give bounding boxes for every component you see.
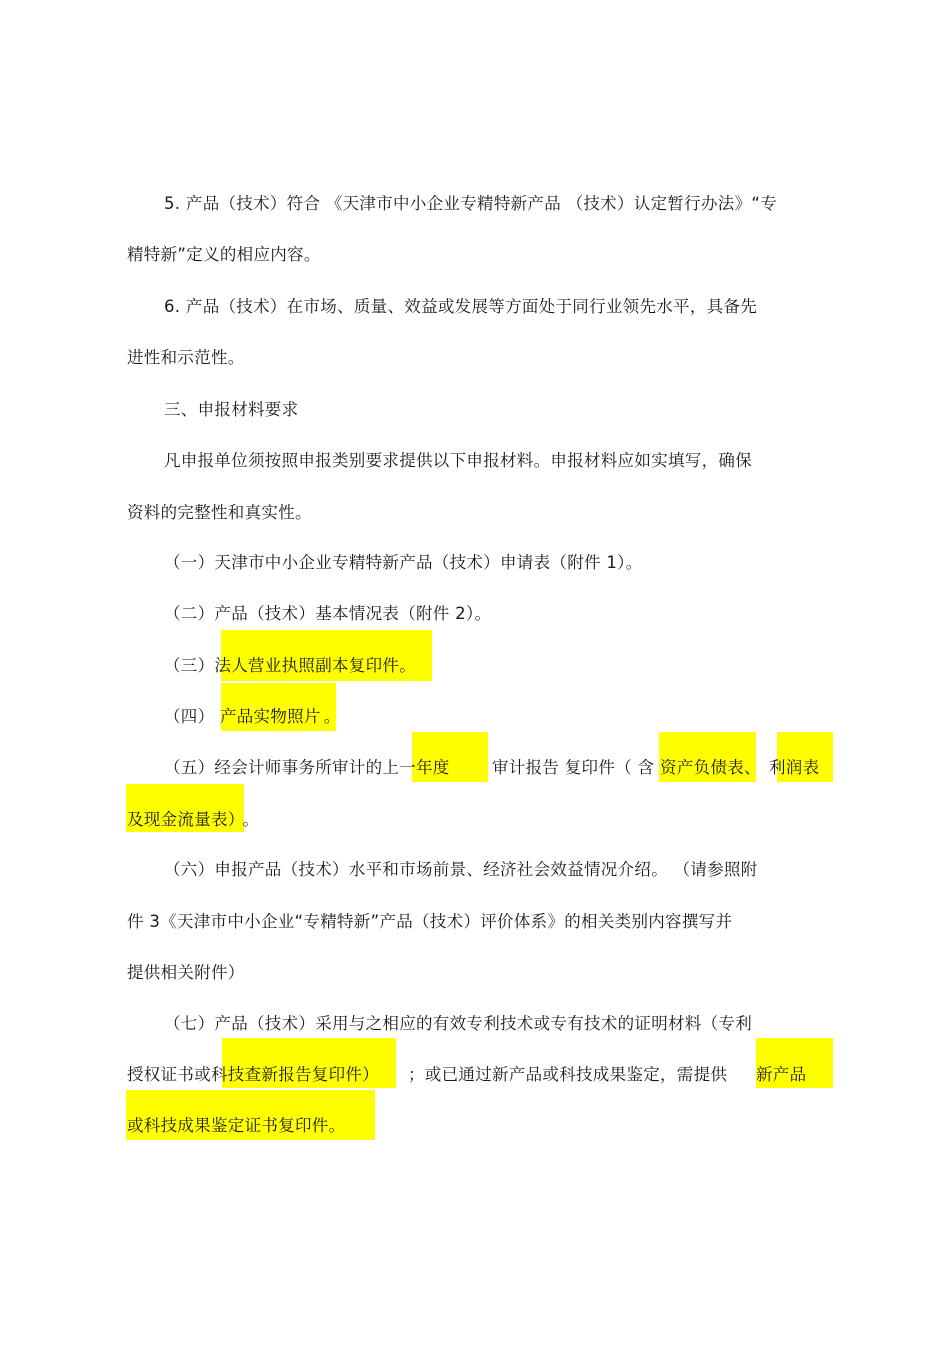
list-item: （一）天津市中小企业专精特新产品（技术）申请表（附件 1）。 [164,553,643,572]
highlighted-text: 科技查新报告复印件） [211,1065,379,1084]
list-item: （六）申报产品（技术）水平和市场前景、经济社会效益情况介绍。 （请参照附 [164,860,758,879]
highlighted-text: 及现金流量表） [127,810,237,829]
paragraph-line: 6. 产品（技术）在市场、质量、效益或发展等方面处于同行业领先水平，具备先 [164,297,758,316]
item-text: 授权证书或 [127,1065,211,1084]
highlighted-text: 资产负债表、 [660,758,761,777]
highlighted-text: 产品实物照片 [219,707,321,726]
item-suffix: 。 [323,707,341,726]
section-heading: 三、申报材料要求 [164,400,299,419]
item-prefix: （四） [164,707,215,726]
highlighted-text: 新产品 [756,1065,807,1084]
paragraph-line [127,1063,379,1087]
paragraph-line: 提供相关附件） [127,963,245,982]
paragraph-line: 进性和示范性。 [127,348,245,367]
item-text: （五）经会计师事务所审计的上 [164,758,400,777]
item-text: ；或已通过新产品或科技成果鉴定，需提供 [408,1065,728,1084]
highlighted-text: 或科技成果鉴定证书复印件。 [127,1116,346,1135]
highlighted-text: 利润表 [769,758,820,777]
highlighted-text: 法人营业执照副本复印件。 [214,656,417,675]
list-item [164,654,416,678]
paragraph-line: 件 3《天津市中小企业“专精特新”产品（技术）评价体系》的相关类别内容撰写并 [127,912,733,931]
item-suffix: 。 [242,810,260,829]
item-prefix: （三） [164,656,215,675]
paragraph-line [127,808,259,832]
list-item [164,756,450,780]
paragraph-line: 5. 产品（技术）符合 《天津市中小企业专精特新产品 （技术）认定暂行办法》“专 [164,194,778,213]
paragraph-line: 资料的完整性和真实性。 [127,503,312,522]
paragraph-line: 凡申报单位须按照申报类别要求提供以下申报材料。申报材料应如实填写，确保 [164,451,752,470]
paragraph-line: 精特新”定义的相应内容。 [127,245,321,264]
list-item: （二）产品（技术）基本情况表（附件 2）。 [164,604,492,623]
list-item [164,705,341,729]
item-text: 审计报告 复印件（ 含 [492,758,655,777]
highlighted-text: 一年度 [399,758,450,777]
list-item: （七）产品（技术）采用与之相应的有效专利技术或专有技术的证明材料（专利 [164,1014,752,1033]
